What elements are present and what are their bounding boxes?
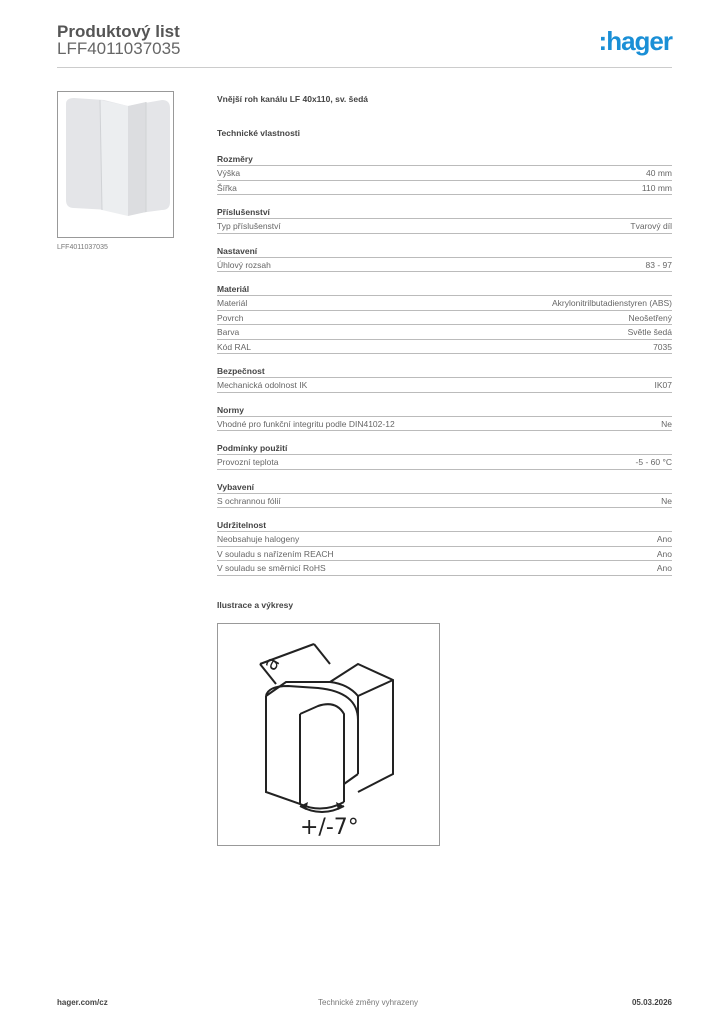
spec-value: 83 - 97	[645, 259, 672, 270]
spec-row	[217, 219, 672, 234]
spec-label: Typ příslušenství	[217, 221, 281, 231]
spec-label: Výška	[217, 168, 241, 178]
footer-note: Technické změny vyhrazeny	[318, 998, 419, 1007]
spec-label: Povrch	[217, 312, 244, 323]
spec-value: Světle šedá	[627, 327, 672, 337]
spec-value: 40 mm	[646, 168, 672, 178]
technical-drawing	[217, 623, 440, 846]
spec-row	[217, 340, 672, 355]
spec-row	[217, 547, 672, 562]
spec-label: Provozní teplota	[217, 457, 279, 467]
spec-row	[217, 166, 672, 181]
spec-label: Úhlový rozsah	[217, 259, 271, 270]
section-title: Vybavení	[217, 480, 672, 494]
angle-label: +/-7°	[300, 815, 359, 840]
product-code: LFF4011037035	[57, 39, 181, 58]
footer-website[interactable]: hager.com/cz	[57, 998, 108, 1007]
spec-section	[217, 152, 672, 195]
spec-value: Neošetřený	[628, 312, 672, 323]
spec-section	[217, 244, 672, 273]
spec-value: IK07	[654, 380, 672, 390]
spec-section	[217, 282, 672, 354]
section-title: Nastavení	[217, 244, 672, 258]
spec-row	[217, 378, 672, 393]
spec-label: S ochrannou fólií	[217, 495, 281, 506]
spec-section	[217, 403, 672, 432]
spec-section	[217, 518, 672, 576]
spec-row	[217, 561, 672, 576]
spec-row	[217, 181, 672, 196]
spec-section	[217, 441, 672, 470]
tech-heading: Technické vlastnosti	[217, 128, 300, 138]
spec-label: Barva	[217, 327, 240, 337]
product-name: Vnější roh kanálu LF 40x110, sv. šedá	[217, 94, 369, 104]
spec-row	[217, 532, 672, 547]
spec-label: Vhodné pro funkční integritu podle DIN4102-12	[217, 418, 395, 429]
spec-row	[217, 455, 672, 470]
dimension-a-label: a	[257, 651, 285, 675]
spec-value: Ano	[656, 563, 672, 573]
section-title: Udržitelnost	[217, 518, 672, 532]
spec-label: V souladu se směrnicí RoHS	[217, 563, 326, 573]
spec-row	[217, 311, 672, 326]
spec-label: Materiál	[217, 298, 248, 308]
header-divider	[57, 67, 672, 68]
product-photo	[57, 91, 174, 238]
spec-value: 7035	[653, 341, 672, 352]
section-title: Podmínky použití	[217, 441, 672, 455]
section-title: Normy	[217, 403, 672, 417]
spec-value: Ne	[661, 418, 672, 429]
spec-label: V souladu s nařízením REACH	[217, 548, 334, 559]
section-title: Bezpečnost	[217, 364, 672, 378]
spec-row	[217, 296, 672, 311]
photo-caption: LFF4011037035	[57, 244, 108, 251]
page-title: Produktový list	[57, 22, 180, 41]
spec-section	[217, 364, 672, 393]
spec-value: Ne	[661, 495, 672, 506]
spec-value: Ano	[656, 548, 672, 559]
footer-date: 05.03.2026	[631, 998, 672, 1007]
section-title: Materiál	[217, 282, 672, 296]
spec-label: Mechanická odolnost IK	[217, 380, 308, 390]
spec-panel	[217, 94, 672, 610]
spec-value: -5 - 60 °C	[635, 457, 672, 467]
spec-section	[217, 205, 672, 234]
spec-row	[217, 494, 672, 509]
spec-value: 110 mm	[641, 182, 672, 193]
spec-row	[217, 325, 672, 340]
spec-value: Akrylonitrilbutadienstyren (ABS)	[552, 298, 672, 308]
spec-label: Kód RAL	[217, 341, 252, 352]
section-title: Příslušenství	[217, 205, 672, 219]
spec-label: Neobsahuje halogeny	[217, 534, 300, 544]
illustration-heading: Ilustrace a výkresy	[217, 599, 294, 610]
spec-value: Tvarový díl	[630, 221, 672, 231]
section-title: Rozměry	[217, 152, 672, 166]
hager-logo: :hager	[598, 26, 672, 56]
spec-value: Ano	[656, 534, 672, 544]
spec-section	[217, 480, 672, 509]
spec-row	[217, 258, 672, 273]
spec-row	[217, 417, 672, 432]
spec-label: Šířka	[217, 182, 237, 193]
